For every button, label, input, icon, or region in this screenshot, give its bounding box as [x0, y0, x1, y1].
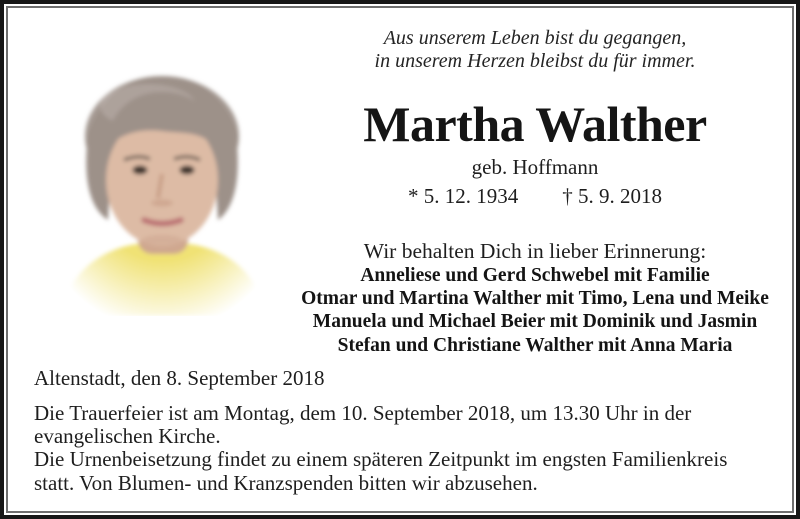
maiden-name: geb. Hoffmann: [471, 155, 599, 179]
urn-info-line-1: Die Urnenbeisetzung findet zu einem späteren Zeitpunkt im engsten Familienkreis: [34, 447, 728, 472]
mourner-line: Anneliese und Gerd Schwebel mit Familie: [360, 265, 710, 286]
mourner-line: Otmar und Martina Walther mit Timo, Lena und Meike: [301, 288, 769, 310]
mourners-list: [290, 264, 780, 357]
photo-vignette: [48, 44, 278, 316]
life-dates: [300, 184, 770, 208]
funeral-info-line-2: evangelischen Kirche.: [34, 424, 221, 449]
deceased-portrait-photo: [48, 44, 278, 316]
mourner-line: Manuela und Michael Beier mit Dominik und Jasmin: [312, 311, 758, 333]
urn-info-line-2: statt. Von Blumen- und Kranzspenden bitten wir abzusehen.: [34, 470, 538, 495]
verse-line-1: Aus unserem Leben bist du gegangen,: [383, 27, 687, 49]
funeral-announcement: [34, 402, 774, 495]
funeral-info-line-1: Die Trauerfeier ist am Montag, dem 10. September 2018, um 13.30 Uhr in der: [34, 401, 692, 425]
verse-line-2: in unserem Herzen bleibst du für immer.: [374, 49, 696, 72]
birth-date: * 5. 12. 1934: [408, 184, 519, 208]
remembrance-intro: Wir behalten Dich in lieber Erinnerung:: [363, 239, 707, 263]
memorial-verse: [300, 27, 770, 72]
death-date: † 5. 9. 2018: [562, 184, 662, 208]
place-and-date-line: Altenstadt, den 8. September 2018: [34, 366, 325, 390]
portrait-illustration: [48, 44, 278, 316]
deceased-name: Martha Walther: [363, 96, 707, 152]
mourner-line: Stefan und Christiane Walther mit Anna Maria: [337, 334, 733, 356]
